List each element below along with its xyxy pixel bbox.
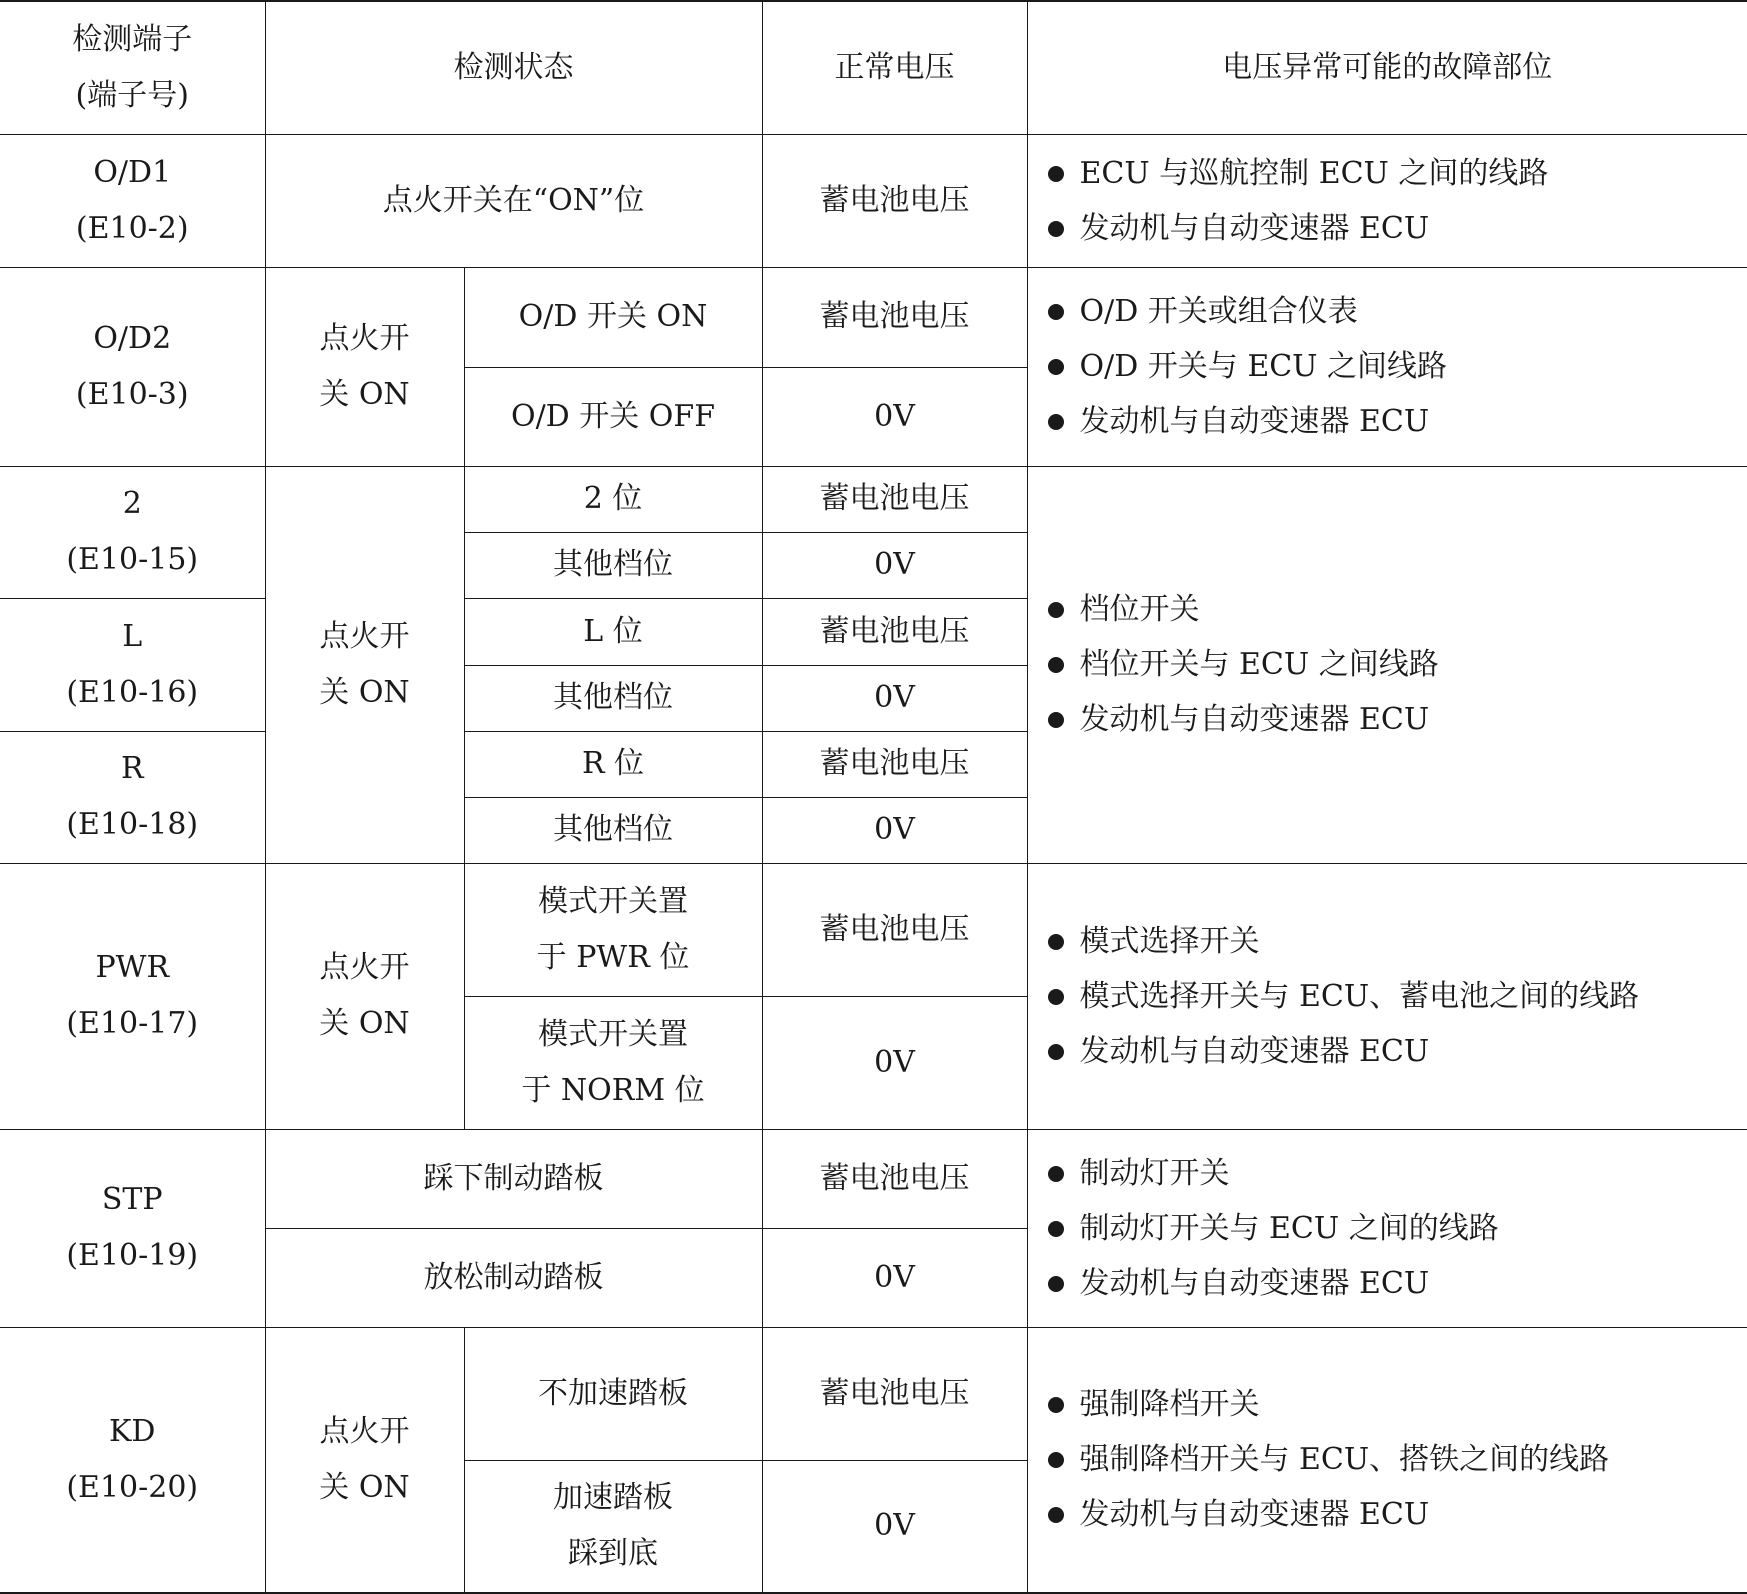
voltage-cell: 0V (762, 1228, 1027, 1327)
voltage-cell: 0V (762, 996, 1027, 1129)
fault-item: 模式选择开关与 ECU、蓄电池之间的线路 (1080, 969, 1742, 1024)
terminal-cell: 2 (E10-15) (0, 466, 265, 598)
terminal-cell: PWR (E10-17) (0, 863, 265, 1129)
terminal-cell: O/D2 (E10-3) (0, 267, 265, 466)
fault-cell (1027, 1327, 1747, 1593)
header-terminal: 检测端子 (端子号) (0, 1, 265, 134)
fault-item: 制动灯开关与 ECU 之间的线路 (1080, 1201, 1742, 1256)
bullet-icon (1048, 657, 1064, 673)
fault-item: 发动机与自动变速器 ECU (1080, 1487, 1742, 1542)
fault-cell (1027, 1129, 1747, 1327)
voltage-cell: 蓄电池电压 (762, 1327, 1027, 1460)
terminal-cell: KD (E10-20) (0, 1327, 265, 1593)
table-row (0, 863, 1747, 996)
fault-cell (1027, 134, 1747, 267)
voltage-cell: 蓄电池电压 (762, 1129, 1027, 1228)
fault-item: O/D 开关或组合仪表 (1080, 284, 1742, 339)
voltage-cell: 0V (762, 797, 1027, 863)
fault-item: ECU 与巡航控制 ECU 之间的线路 (1080, 146, 1742, 201)
fault-item: 强制降档开关 (1080, 1377, 1742, 1432)
bullet-icon (1048, 934, 1064, 950)
voltage-cell: 0V (762, 532, 1027, 598)
bullet-icon (1048, 166, 1064, 182)
fault-item: 档位开关 (1080, 582, 1742, 637)
voltage-cell: 蓄电池电压 (762, 598, 1027, 665)
header-normal-voltage: 正常电压 (762, 1, 1027, 134)
voltage-cell: 蓄电池电压 (762, 731, 1027, 797)
terminal-cell: O/D1 (E10-2) (0, 134, 265, 267)
bullet-icon (1048, 1044, 1064, 1060)
fault-item: 制动灯开关 (1080, 1146, 1742, 1201)
header-fault-location: 电压异常可能的故障部位 (1027, 1, 1747, 134)
ignition-cell: 点火开 关 ON (265, 863, 464, 1129)
condition-cell: 其他档位 (464, 797, 762, 863)
bullet-icon (1048, 602, 1064, 618)
condition-cell: 放松制动踏板 (265, 1228, 762, 1327)
bullet-icon (1048, 989, 1064, 1005)
voltage-cell: 0V (762, 665, 1027, 731)
table-row (0, 1327, 1747, 1460)
condition-cell: 2 位 (464, 466, 762, 532)
fault-item: O/D 开关与 ECU 之间线路 (1080, 339, 1742, 394)
terminal-cell: R (E10-18) (0, 731, 265, 863)
condition-cell: 模式开关置 于 PWR 位 (464, 863, 762, 996)
header-condition: 检测状态 (265, 1, 762, 134)
fault-item: 发动机与自动变速器 ECU (1080, 692, 1742, 747)
condition-cell: 其他档位 (464, 532, 762, 598)
fault-item: 档位开关与 ECU 之间线路 (1080, 637, 1742, 692)
bullet-icon (1048, 1166, 1064, 1182)
table-row (0, 1129, 1747, 1228)
ignition-cell: 点火开 关 ON (265, 267, 464, 466)
terminal-cell: L (E10-16) (0, 598, 265, 731)
condition-cell: 模式开关置 于 NORM 位 (464, 996, 762, 1129)
voltage-cell: 蓄电池电压 (762, 267, 1027, 367)
fault-item: 强制降档开关与 ECU、搭铁之间的线路 (1080, 1432, 1742, 1487)
condition-cell: 踩下制动踏板 (265, 1129, 762, 1228)
terminal-cell: STP (E10-19) (0, 1129, 265, 1327)
condition-cell: 不加速踏板 (464, 1327, 762, 1460)
fault-cell (1027, 267, 1747, 466)
condition-cell: 点火开关在“ON”位 (265, 134, 762, 267)
table-row (0, 466, 1747, 532)
fault-item: 发动机与自动变速器 ECU (1080, 394, 1742, 449)
condition-cell: R 位 (464, 731, 762, 797)
table-row (0, 267, 1747, 367)
fault-cell (1027, 466, 1747, 863)
voltage-cell: 蓄电池电压 (762, 134, 1027, 267)
voltage-cell: 0V (762, 1460, 1027, 1593)
condition-cell: 加速踏板 踩到底 (464, 1460, 762, 1593)
condition-cell: O/D 开关 OFF (464, 367, 762, 466)
voltage-cell: 蓄电池电压 (762, 863, 1027, 996)
ignition-cell: 点火开 关 ON (265, 1327, 464, 1593)
voltage-cell: 0V (762, 367, 1027, 466)
condition-cell: O/D 开关 ON (464, 267, 762, 367)
bullet-icon (1048, 1507, 1064, 1523)
header-row (0, 1, 1747, 134)
fault-item: 发动机与自动变速器 ECU (1080, 1256, 1742, 1311)
fault-item: 发动机与自动变速器 ECU (1080, 1024, 1742, 1079)
bullet-icon (1048, 1397, 1064, 1413)
bullet-icon (1048, 712, 1064, 728)
fault-item: 发动机与自动变速器 ECU (1080, 201, 1742, 256)
ignition-cell: 点火开 关 ON (265, 466, 464, 863)
fault-item: 模式选择开关 (1080, 914, 1742, 969)
fault-cell (1027, 863, 1747, 1129)
voltage-cell: 蓄电池电压 (762, 466, 1027, 532)
bullet-icon (1048, 359, 1064, 375)
bullet-icon (1048, 414, 1064, 430)
condition-cell: L 位 (464, 598, 762, 665)
bullet-icon (1048, 1452, 1064, 1468)
table-row (0, 134, 1747, 267)
condition-cell: 其他档位 (464, 665, 762, 731)
bullet-icon (1048, 221, 1064, 237)
bullet-icon (1048, 1221, 1064, 1237)
bullet-icon (1048, 1276, 1064, 1292)
bullet-icon (1048, 304, 1064, 320)
